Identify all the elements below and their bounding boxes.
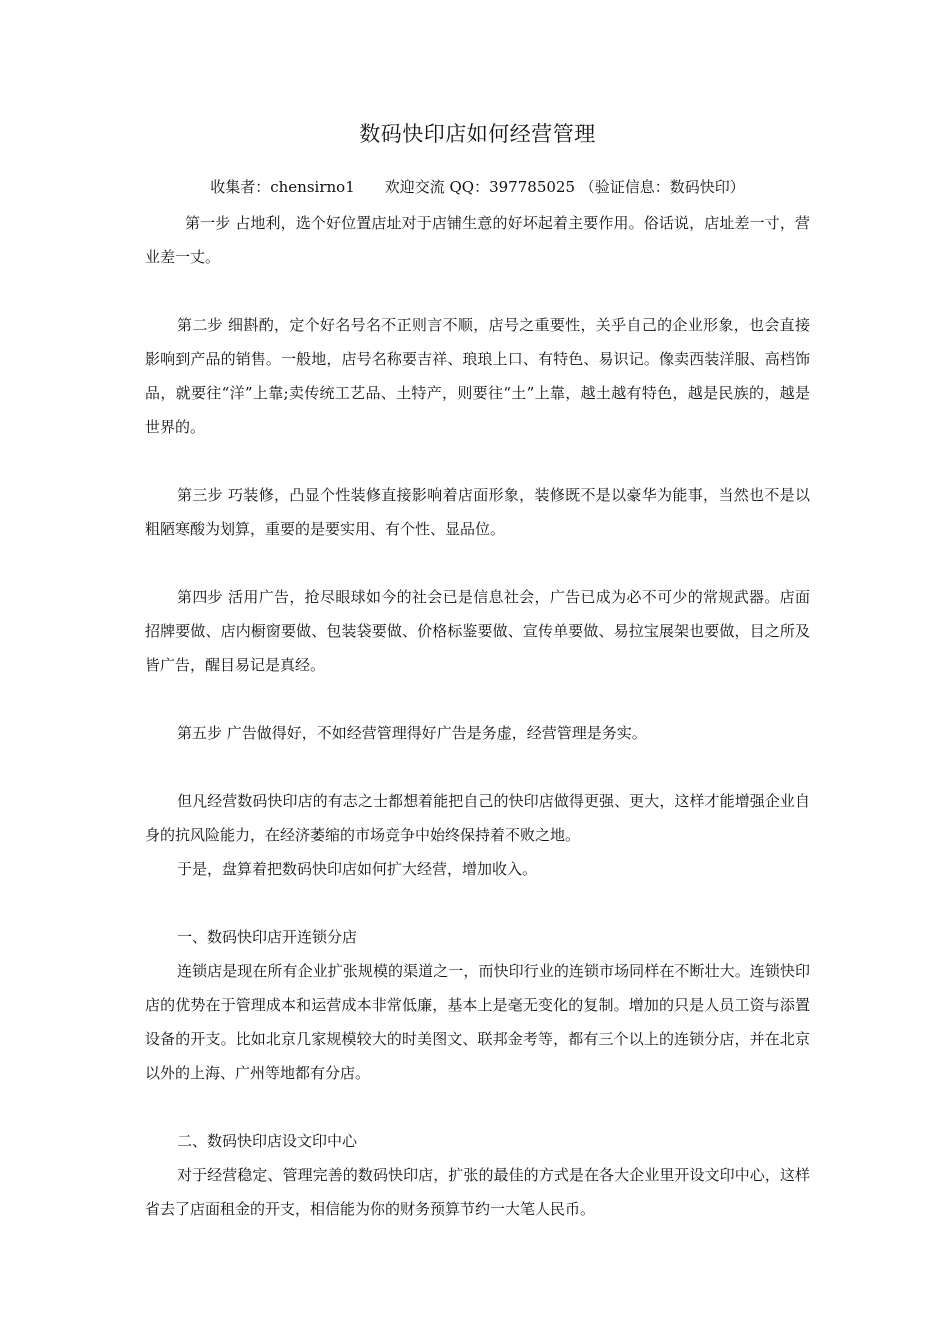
paragraph-print-center: 对于经营稳定、管理完善的数码快印店，扩张的最佳的方式是在各大企业里开设文印中心，这样省去了店面租金的开支，相信能为你的财务预算节约一大笔人民币。 bbox=[145, 1166, 810, 1218]
paragraph-step-3: 第三步 巧装修，凸显个性装修直接影响着店面形象，装修既不是以豪华为能事，当然也不是以粗陋寒酸为划算，重要的是要实用、有个性、显品位。 bbox=[145, 486, 810, 538]
paragraph-step-4: 第四步 活用广告，抢尽眼球如今的社会已是信息社会，广告已成为必不可少的常规武器。店面招牌要做、店内橱窗要做、包装袋要做、价格标鉴要做、宣传单要做、易拉宝展架也要做，目之所及皆广告，醒目易记是真经。 bbox=[145, 588, 810, 674]
blank-line bbox=[145, 546, 810, 580]
paragraph-expansion-intro: 但凡经营数码快印店的有志之士都想着能把自己的快印店做得更强、更大，这样才能增强企业自身的抗风险能力，在经济萎缩的市场竞争中始终保持着不败之地。 bbox=[145, 792, 810, 844]
paragraph-chain-stores: 连锁店是现在所有企业扩张规模的渠道之一，而快印行业的连锁市场同样在不断壮大。连锁快印店的优势在于管理成本和运营成本非常低廉，基本上是毫无变化的复制。增加的只是人员工资与添置设备的开支。比如北京几家规模较大的时美图文、联邦金考等，都有三个以上的连锁分店，并在北京以外的上海、广州等地都有分店。 bbox=[145, 962, 810, 1082]
blank-line bbox=[145, 750, 810, 784]
blank-line bbox=[145, 444, 810, 478]
paragraph-expansion-question: 于是，盘算着把数码快印店如何扩大经营，增加收入。 bbox=[177, 860, 538, 878]
paragraph-step-1: 第一步 占地利，选个好位置店址对于店铺生意的好坏起着主要作用。俗话说，店址差一寸，营业差一丈。 bbox=[145, 214, 810, 266]
paragraph-step-5: 第五步 广告做得好，不如经营管理得好广告是务虚，经营管理是务实。 bbox=[177, 724, 647, 742]
blank-line bbox=[145, 1090, 810, 1124]
blank-line bbox=[145, 274, 810, 308]
section-heading-print-center: 二、数码快印店设文印中心 bbox=[177, 1132, 358, 1150]
blank-line bbox=[145, 682, 810, 716]
document-body bbox=[145, 206, 810, 1226]
document-byline: 收集者：chensirno1 欢迎交流 QQ：397785025 （验证信息：数码快印） bbox=[210, 178, 745, 196]
paragraph-step-2: 第二步 细斟酌，定个好名号名不正则言不顺，店号之重要性，关乎自己的企业形象，也会直接影响到产品的销售。一般地，店号名称要吉祥、琅琅上口、有特色、易识记。像卖西装洋服、高档饰品，就要往“洋”上靠;卖传统工艺品、土特产，则要往“土”上靠，越土越有特色，越是民族的，越是世界的。 bbox=[145, 316, 810, 436]
section-heading-chain-stores: 一、数码快印店开连锁分店 bbox=[177, 928, 358, 946]
document-title: 数码快印店如何经营管理 bbox=[359, 122, 596, 146]
blank-line bbox=[145, 886, 810, 920]
